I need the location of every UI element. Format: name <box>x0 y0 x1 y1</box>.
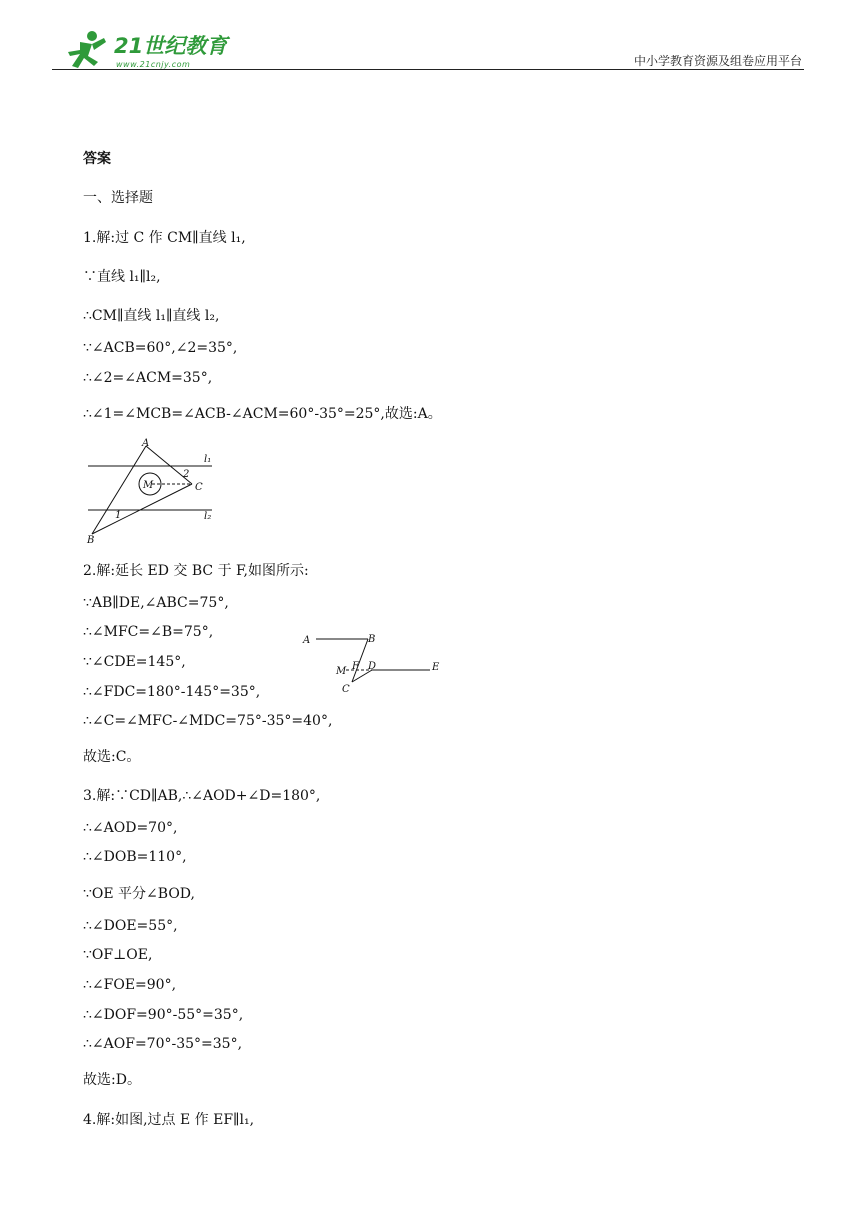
label-a: A <box>142 438 150 449</box>
header-platform-name: 中小学教育资源及组卷应用平台 <box>633 54 802 68</box>
label-l2: l₂ <box>204 511 212 522</box>
q3-line-1: 3.解:∵CD∥AB,∴∠AOD+∠D=180°, <box>83 788 321 804</box>
q3-line-2: ∴∠AOD=70°, <box>83 820 178 836</box>
q3-line-4: ∵OE 平分∠BOD, <box>83 886 195 902</box>
q1-line-4: ∵∠ACB=60°,∠2=35°, <box>83 340 238 356</box>
q3-line-6: ∵OF⊥OE, <box>83 947 153 963</box>
q1-figure <box>84 436 224 548</box>
logo-text: 21世纪教育 <box>114 34 228 58</box>
label-c: C <box>195 482 203 493</box>
label-angle-1: 1 <box>115 510 122 521</box>
logo-url: www.21cnjy.com <box>116 60 191 69</box>
q2-line-4: ∵∠CDE=145°, <box>83 654 186 670</box>
q3-line-7: ∴∠FOE=90°, <box>83 977 177 993</box>
label-l1: l₁ <box>204 454 212 465</box>
q3-line-10: 故选:D。 <box>83 1072 141 1088</box>
q2-line-2: ∵AB∥DE,∠ABC=75°, <box>83 595 229 611</box>
q3-line-5: ∴∠DOE=55°, <box>83 918 178 934</box>
section-heading: 一、选择题 <box>83 190 153 206</box>
header-divider <box>52 69 804 70</box>
q3-line-3: ∴∠DOB=110°, <box>83 849 187 865</box>
label-b: B <box>87 535 95 546</box>
q4-line-1: 4.解:如图,过点 E 作 EF∥l₁, <box>83 1112 255 1128</box>
q2-figure <box>298 628 448 698</box>
q1-line-6: ∴∠1=∠MCB=∠ACB-∠ACM=60°-35°=25°,故选:A。 <box>83 406 442 422</box>
label-d: D <box>368 661 377 672</box>
label-e: E <box>432 662 440 673</box>
answer-title: 答案 <box>83 151 111 167</box>
q2-line-3: ∴∠MFC=∠B=75°, <box>83 624 214 640</box>
label-m: M <box>336 666 347 677</box>
runner-logo-icon <box>62 28 112 72</box>
label-angle-2: 2 <box>183 469 190 480</box>
q1-line-3: ∴CM∥直线 l₁∥直线 l₂, <box>83 308 220 324</box>
q3-line-8: ∴∠DOF=90°-55°=35°, <box>83 1007 244 1023</box>
q2-line-1: 2.解:延长 ED 交 BC 于 F,如图所示: <box>83 563 309 579</box>
page-header <box>52 24 804 72</box>
q3-line-9: ∴∠AOF=70°-35°=35°, <box>83 1036 243 1052</box>
label-f: F <box>352 661 359 672</box>
q1-line-2: ∵直线 l₁∥l₂, <box>83 269 161 285</box>
q1-line-5: ∴∠2=∠ACM=35°, <box>83 370 213 386</box>
logo <box>62 28 232 72</box>
q2-line-7: 故选:C。 <box>83 749 141 765</box>
label-a: A <box>303 635 311 646</box>
q2-line-5: ∴∠FDC=180°-145°=35°, <box>83 684 261 700</box>
label-m: M <box>143 480 154 491</box>
label-b: B <box>368 634 376 645</box>
q1-line-1: 1.解:过 C 作 CM∥直线 l₁, <box>83 230 246 246</box>
label-c: C <box>342 684 350 695</box>
q2-line-6: ∴∠C=∠MFC-∠MDC=75°-35°=40°, <box>83 713 333 729</box>
